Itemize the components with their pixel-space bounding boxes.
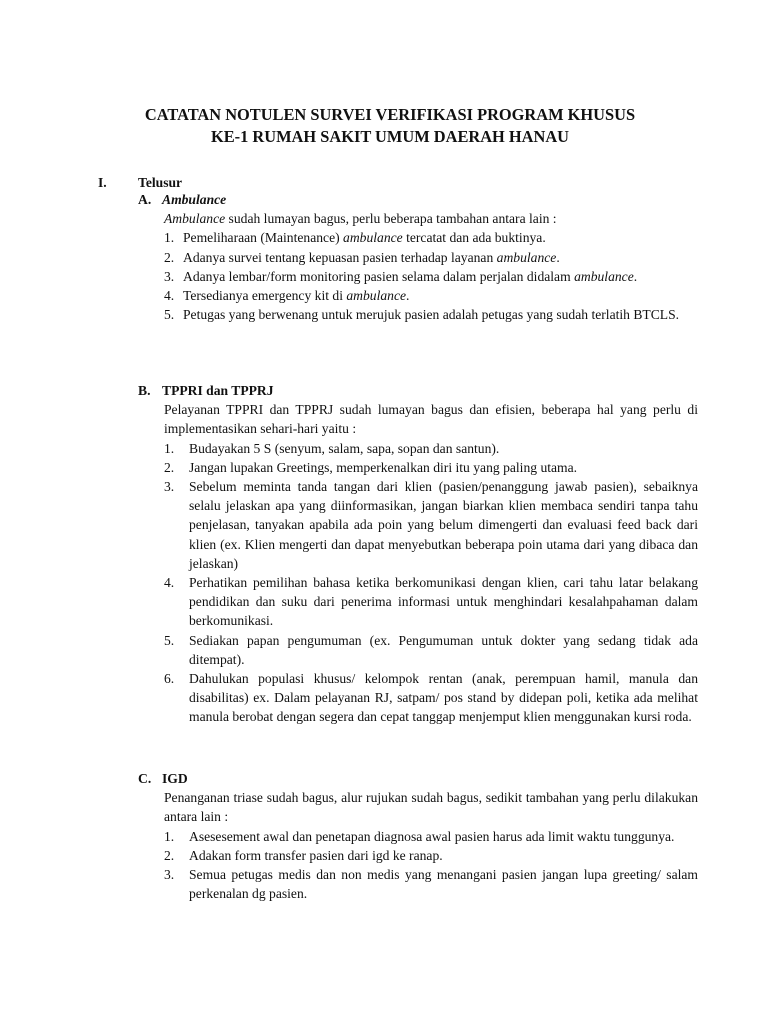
text-part: Adanya survei tentang kepuasan pasien terhadap layanan — [183, 249, 497, 265]
section-title: TPPRI dan TPPRJ — [162, 383, 274, 398]
section-letter: B. — [138, 383, 151, 398]
list-number: 3. — [164, 268, 175, 284]
section-igd — [138, 769, 698, 903]
text-part: . — [556, 249, 560, 265]
list-item-text — [183, 267, 698, 286]
list-item — [164, 573, 698, 631]
text-emphasis: ambulance — [574, 268, 634, 284]
list-number: 1. — [164, 440, 175, 456]
numbered-list — [164, 228, 698, 324]
text-part: Adanya lembar/form monitoring pasien selama dalam perjalan didalam — [183, 268, 575, 284]
list-item — [164, 228, 698, 247]
list-number: 1. — [164, 828, 175, 844]
list-number: 5. — [164, 632, 175, 648]
numbered-list — [164, 827, 698, 904]
section-title-text: Ambulance — [162, 192, 227, 207]
list-number: 2. — [164, 459, 175, 475]
list-item — [164, 305, 698, 324]
list-item — [164, 669, 698, 727]
list-item-text: Semua petugas medis dan non medis yang menangani pasien jangan lupa greeting/ salam perkenalan dg pasien. — [189, 867, 698, 902]
list-number: 3. — [164, 479, 175, 494]
list-item — [164, 846, 698, 865]
list-item — [164, 286, 698, 305]
list-item — [164, 267, 698, 286]
intro-emphasis: Ambulance — [164, 211, 226, 227]
section-tppri-tpprj — [138, 381, 698, 727]
list-number: 6. — [164, 671, 175, 687]
document-title-line-2: KE-1 RUMAH SAKIT UMUM DAERAH HANAU — [210, 127, 569, 146]
section-intro: Penanganan triase sudah bagus, alur rujukan sudah bagus, sedikit tambahan yang perlu dilakukan antara lain : — [164, 790, 698, 825]
section-title — [162, 190, 698, 209]
section-heading — [138, 381, 698, 400]
text-emphasis: ambulance — [496, 249, 557, 265]
list-item-text: Sebelum meminta tanda tangan dari klien (pasien/penanggung jawab pasien), sebaiknya selalu jelaskan apa yang diinformasikan, jangan biarkan klien membaca sendiri tanpa tahu penjelasan, tanyakan apabila ada poin yang belum dimengerti dan evaluasi feed back dari klien (ex. Klien mengerti dan dapat menyebutkan beberapa poin utama dari yang dibaca dan jelaskan) — [189, 479, 698, 571]
list-item-text: Sediakan papan pengumuman (ex. Pengumuman untuk dokter yang sedang tidak ada ditempat). — [189, 632, 698, 667]
list-item-text: Jangan lupakan Greetings, memperkenalkan diri itu yang paling utama. — [189, 459, 578, 475]
document-title-line-1: CATATAN NOTULEN SURVEI VERIFIKASI PROGRAM KHUSUS — [144, 105, 636, 124]
list-item-text: Adakan form transfer pasien dari igd ke ranap. — [189, 847, 443, 863]
text-part: . — [406, 288, 410, 303]
text-emphasis: ambulance — [343, 230, 403, 246]
numbered-list — [164, 439, 698, 727]
section-heading — [138, 769, 698, 788]
text-part: . — [633, 268, 638, 284]
list-item-text — [183, 305, 698, 324]
intro-text: sudah lumayan bagus, perlu beberapa tambahan antara lain : — [225, 211, 557, 227]
list-item — [164, 439, 698, 458]
list-item-text: Dahulukan populasi khusus/ kelompok rentan (anak, perempuan hamil, manula dan disabilitas) ex. Dalam pelayanan RJ, satpam/ pos stand by didepan poli, ketika ada melihat manula berobat dengan segera dan cepat tanggap menjemput klien menggunakan kursi roda. — [189, 671, 698, 725]
list-number: 2. — [164, 847, 175, 863]
section-letter: C. — [138, 771, 152, 786]
section-ambulance — [138, 190, 698, 324]
list-number: 5. — [164, 307, 175, 323]
list-item — [164, 458, 698, 477]
section-heading — [138, 190, 698, 209]
list-item — [164, 827, 698, 846]
list-item-text — [183, 248, 698, 267]
text-part: Pemeliharaan (Maintenance) — [183, 230, 344, 246]
list-number: 3. — [164, 867, 175, 882]
list-number: 4. — [164, 575, 175, 591]
list-item — [164, 248, 698, 267]
list-item-text: Budayakan 5 S (senyum, salam, sapa, sopan dan santun). — [189, 440, 500, 456]
list-number: 2. — [164, 249, 175, 265]
section-intro — [164, 209, 698, 228]
section-intro: Pelayanan TPPRI dan TPPRJ sudah lumayan bagus dan efisien, beberapa hal yang perlu di implementasikan sehari-hari yaitu : — [164, 402, 698, 437]
list-item — [164, 865, 698, 903]
list-item-text: Asesesement awal dan penetapan diagnosa awal pasien harus ada limit waktu tunggunya. — [189, 828, 675, 844]
text-part: Tersedianya emergency kit di — [183, 288, 347, 303]
part-title: Telusur — [138, 175, 183, 190]
text-part: tercatat dan ada buktinya. — [402, 230, 546, 246]
list-item — [164, 631, 698, 669]
text-emphasis: ambulance — [346, 288, 407, 303]
list-item-text: Perhatikan pemilihan bahasa ketika berkomunikasi dengan klien, cari tahu latar belakang pendidikan dan suku dari penerima informasi untuk menghindari kesalahpahaman dalam berkomunikasi. — [189, 575, 698, 629]
list-item — [164, 477, 698, 573]
list-number: 1. — [164, 230, 175, 246]
section-title: IGD — [162, 771, 188, 786]
list-item-text — [183, 286, 698, 305]
list-item-text — [183, 228, 698, 247]
part-numeral: I. — [98, 175, 107, 190]
text-part: Petugas yang berwenang untuk merujuk pasien adalah petugas yang sudah terlatih BTCLS. — [183, 307, 680, 323]
list-number: 4. — [164, 288, 175, 303]
section-letter: A. — [138, 192, 152, 207]
